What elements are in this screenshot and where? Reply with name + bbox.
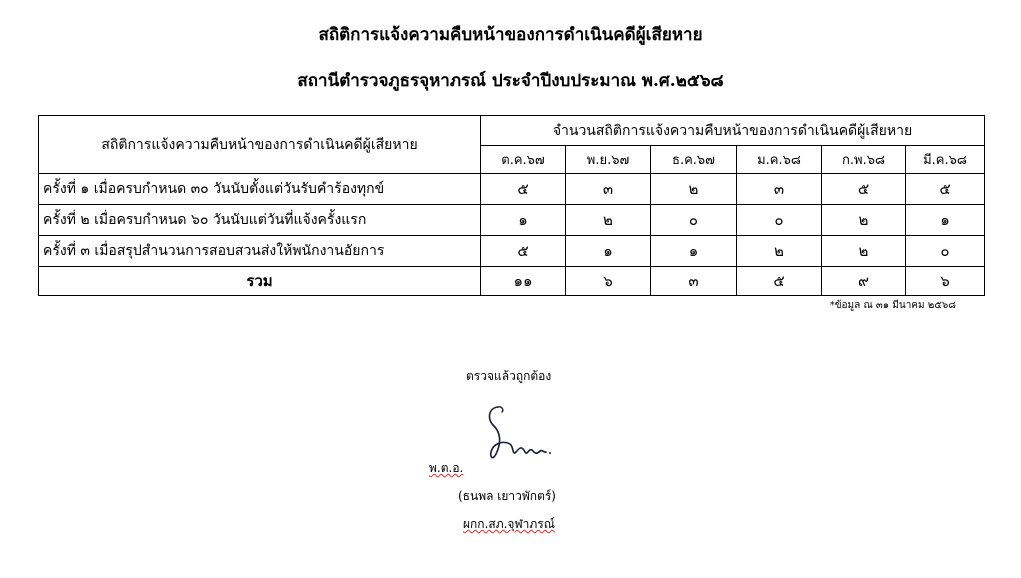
table-row: [39, 236, 985, 267]
statistics-table: [38, 115, 985, 296]
officer-name: (ธนพล เยาวพักตร์): [458, 489, 556, 503]
table-cell: ๑: [566, 236, 651, 267]
table-cell: ๒: [822, 205, 906, 236]
table-cell: ๐: [737, 205, 822, 236]
table-cell: ๓: [737, 174, 822, 205]
data-date-note: *ข้อมูล ณ ๓๑ มีนาคม ๒๕๖๘: [829, 300, 956, 311]
row-label: ครั้งที่ ๒ เมื่อครบกำหนด ๖๐ วันนับแต่วันที่แจ้งครั้งแรก: [39, 205, 481, 236]
table-cell: ๕: [906, 174, 985, 205]
table-total-row: [39, 267, 985, 296]
document-title: สถิติการแจ้งความคืบหน้าของการดำเนินคดีผู้เสียหาย: [318, 25, 703, 45]
total-cell: ๖: [906, 267, 985, 296]
document-subtitle: สถานีตำรวจภูธรจุหาภรณ์ ประจำปีงบประมาณ พ.ศ.๒๕๖๘: [297, 71, 724, 91]
table-cell: ๕: [822, 174, 906, 205]
row-label: ครั้งที่ ๓ เมื่อสรุปสำนวนการสอบสวนส่งให้พนักงานอัยการ: [39, 236, 481, 267]
month-header: ธ.ค.๖๗: [651, 146, 737, 174]
month-header: พ.ย.๖๗: [566, 146, 651, 174]
table-cell: ๒: [651, 174, 737, 205]
table-header-row: [39, 116, 985, 146]
table-cell: ๒: [737, 236, 822, 267]
table-cell: ๓: [566, 174, 651, 205]
table-cell: ๑: [651, 236, 737, 267]
month-header: ม.ค.๖๘: [737, 146, 822, 174]
table-cell: ๕: [481, 174, 566, 205]
table-cell: ๐: [651, 205, 737, 236]
table-cell: ๑: [906, 205, 985, 236]
table-cell: ๑: [481, 205, 566, 236]
table-cell: ๕: [481, 236, 566, 267]
table-row: [39, 174, 985, 205]
total-cell: ๕: [737, 267, 822, 296]
header-count: จำนวนสถิติการแจ้งความคืบหน้าของการดำเนินคดีผู้เสียหาย: [481, 116, 985, 146]
table-cell: ๐: [906, 236, 985, 267]
officer-rank: พ.ต.อ.: [429, 461, 464, 475]
month-header: ก.พ.๖๘: [822, 146, 906, 174]
total-cell: ๑๑: [481, 267, 566, 296]
table-cell: ๒: [566, 205, 651, 236]
officer-position: ผกก.สภ.จุฬาภรณ์: [463, 517, 555, 531]
month-header: มี.ค.๖๘: [906, 146, 985, 174]
handwritten-signature: [484, 400, 556, 464]
month-header: ต.ค.๖๗: [481, 146, 566, 174]
table-row: [39, 205, 985, 236]
total-cell: ๖: [566, 267, 651, 296]
total-cell: ๙: [822, 267, 906, 296]
row-label: ครั้งที่ ๑ เมื่อครบกำหนด ๓๐ วันนับตั้งแต่วันรับคำร้องทุกข์: [39, 174, 481, 205]
verified-label: ตรวจแล้วถูกต้อง: [466, 369, 552, 383]
total-cell: ๓: [651, 267, 737, 296]
header-category: สถิติการแจ้งความคืบหน้าของการดำเนินคดีผู้เสียหาย: [39, 116, 481, 174]
total-label: รวม: [39, 267, 481, 296]
table-cell: ๒: [822, 236, 906, 267]
